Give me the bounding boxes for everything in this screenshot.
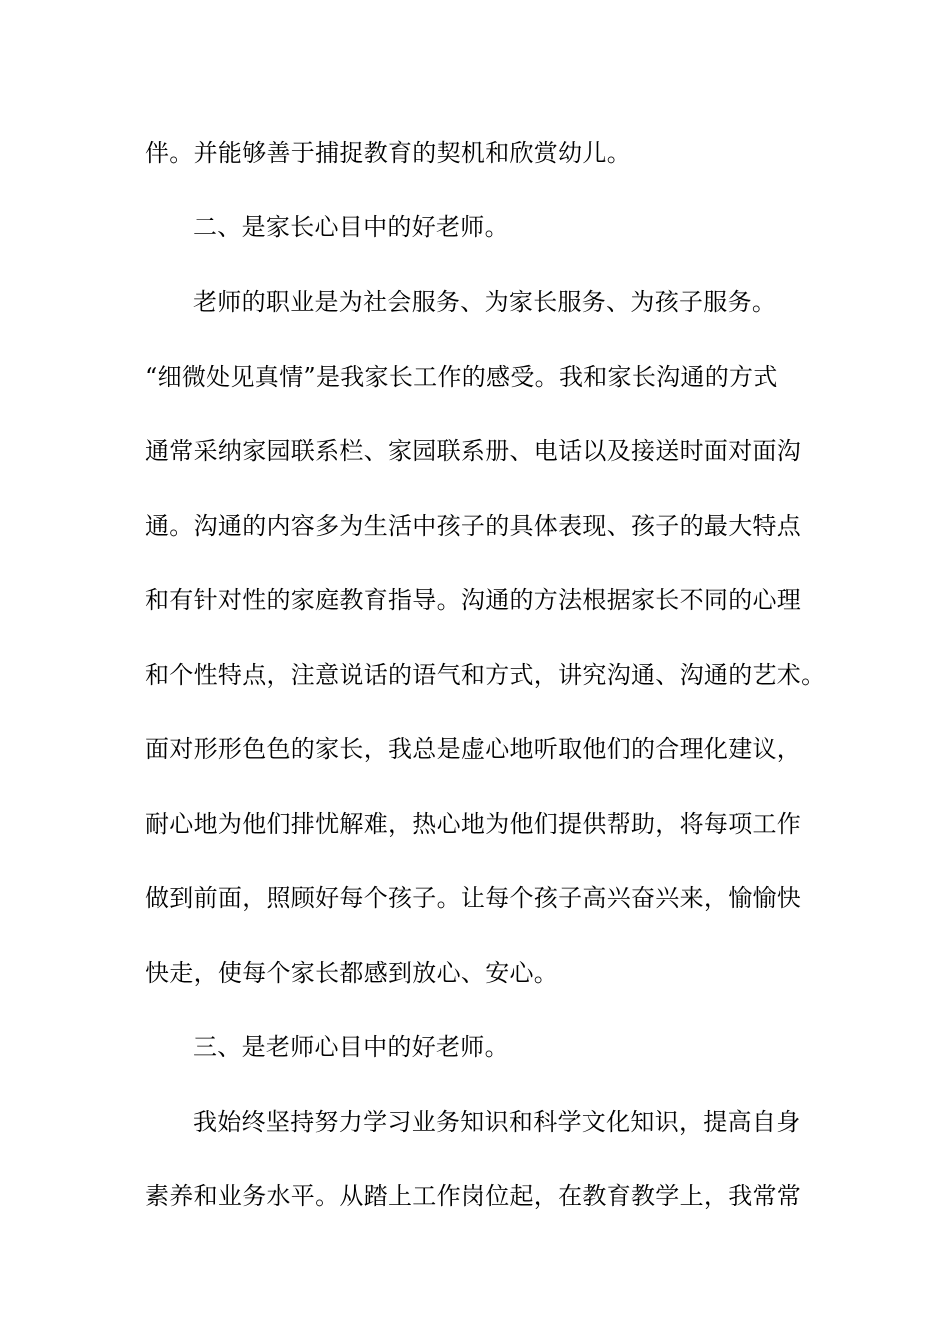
text-line: 素养和业务水平。从踏上工作岗位起，在教育教学上，我常常 [145, 1182, 802, 1210]
text-line: 通。沟通的内容多为生活中孩子的具体表现、孩子的最大特点 [145, 512, 802, 540]
section-heading: 二、是家长心目中的好老师。 [193, 213, 509, 241]
text-line: 伴。并能够善于捕捉教育的契机和欣赏幼儿。 [145, 139, 631, 167]
text-line: 老师的职业是为社会服务、为家长服务、为孩子服务。 [193, 288, 777, 316]
section-heading: 三、是老师心目中的好老师。 [193, 1033, 509, 1061]
text-line: 和个性特点，注意说话的语气和方式，讲究沟通、沟通的艺术。 [145, 661, 826, 689]
text-line: “细微处见真情”是我家长工作的感受。我和家长沟通的方式 [145, 363, 778, 391]
text-line: 快走，使每个家长都感到放心、安心。 [145, 959, 559, 987]
text-line: 我始终坚持努力学习业务知识和科学文化知识，提高自身 [193, 1108, 801, 1136]
text-line: 做到前面，照顾好每个孩子。让每个孩子高兴奋兴来，愉愉快 [145, 884, 802, 912]
text-line: 通常采纳家园联系栏、家园联系册、电话以及接送时面对面沟 [145, 437, 802, 465]
text-line: 面对形形色色的家长，我总是虚心地听取他们的合理化建议， [145, 735, 802, 763]
text-line: 耐心地为他们排忧解难，热心地为他们提供帮助，将每项工作 [145, 810, 802, 838]
text-line: 和有针对性的家庭教育指导。沟通的方法根据家长不同的心理 [145, 586, 802, 614]
